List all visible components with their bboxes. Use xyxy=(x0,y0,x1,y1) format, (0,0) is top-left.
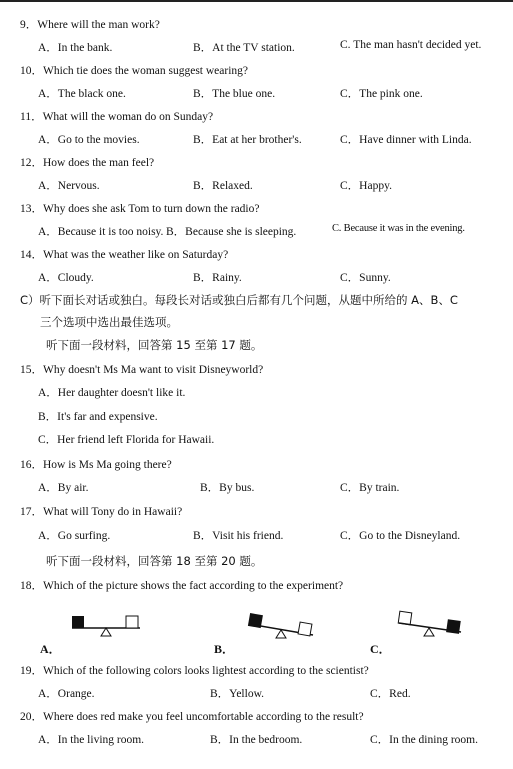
question-18-stem: 18．Which of the picture shows the fact according to the experiment? xyxy=(20,580,344,592)
question-9-stem: 9．Where will the man work? xyxy=(20,19,160,31)
question-16-option-c: C．By train. xyxy=(340,482,400,494)
question-18-option-b: B． xyxy=(214,642,235,656)
question-11-option-b: B．Eat at her brother's. xyxy=(193,134,302,146)
question-13-option-b: B．Because she is sleeping. xyxy=(166,226,297,238)
question-15-stem: 15．Why doesn't Ms Ma want to visit Disneyworld? xyxy=(20,364,264,376)
question-10-stem: 10．Which tie does the woman suggest wearing? xyxy=(20,65,249,77)
page-top-rule xyxy=(0,0,513,2)
passage-intro-15-17: 听下面一段材料，回答第 15 至第 17 题。 xyxy=(46,338,263,352)
question-10-option-c: C．The pink one. xyxy=(340,88,423,100)
question-17-stem: 17．What will Tony do in Hawaii? xyxy=(20,506,183,518)
question-9-option-a: A．In the bank. xyxy=(38,42,113,54)
balance-picture-a xyxy=(70,608,150,642)
question-19-option-a: A．Orange. xyxy=(38,688,95,700)
question-18-option-a: A． xyxy=(40,642,61,656)
question-15-option-b: B．It's far and expensive. xyxy=(38,411,158,423)
question-20-option-b: B．In the bedroom. xyxy=(210,734,303,746)
question-13-option-a: A．Because it is too noisy. xyxy=(38,226,164,238)
question-20-option-a: A．In the living room. xyxy=(38,734,145,746)
question-15-option-c: C．Her friend left Florida for Hawaii. xyxy=(38,434,215,446)
question-11-stem: 11．What will the woman do on Sunday? xyxy=(20,111,214,123)
question-9-option-b: B．At the TV station. xyxy=(193,42,295,54)
question-14-option-a: A．Cloudy. xyxy=(38,272,94,284)
balance-picture-c xyxy=(395,608,475,642)
question-10-option-a: A．The black one. xyxy=(38,88,126,100)
question-17-option-a: A．Go surfing. xyxy=(38,530,111,542)
question-18-option-c: C． xyxy=(370,642,391,656)
question-9-option-c: C. The man hasn't decided yet. xyxy=(340,39,482,51)
question-12-option-a: A．Nervous. xyxy=(38,180,100,192)
question-14-stem: 14．What was the weather like on Saturday? xyxy=(20,249,229,261)
question-16-stem: 16．How is Ms Ma going there? xyxy=(20,459,172,471)
question-19-option-b: B．Yellow. xyxy=(210,688,265,700)
question-13-stem: 13．Why does she ask Tom to turn down the radio? xyxy=(20,203,260,215)
question-16-option-b: B．By bus. xyxy=(200,482,255,494)
question-11-option-c: C．Have dinner with Linda. xyxy=(340,134,472,146)
question-17-option-c: C．Go to the Disneyland. xyxy=(340,530,461,542)
question-12-option-b: B．Relaxed. xyxy=(193,180,253,192)
question-19-option-c: C．Red. xyxy=(370,688,411,700)
question-20-option-c: C．In the dining room. xyxy=(370,734,478,746)
question-10-option-b: B．The blue one. xyxy=(193,88,276,100)
question-19-stem: 19．Which of the following colors looks lightest according to the scientist? xyxy=(20,665,369,677)
question-20-stem: 20．Where does red make you feel uncomfortable according to the result? xyxy=(20,711,364,723)
question-16-option-a: A．By air. xyxy=(38,482,89,494)
question-14-option-c: C．Sunny. xyxy=(340,272,391,284)
question-15-option-a: A．Her daughter doesn't like it. xyxy=(38,387,186,399)
section-c-instruction-line1: C）听下面长对话或独白。每段长对话或独白后都有几个问题，从题中所给的 A、B、C xyxy=(20,293,458,307)
question-13-option-c: C. Because it was in the evening. xyxy=(332,223,465,234)
passage-intro-18-20: 听下面一段材料，回答第 18 至第 20 题。 xyxy=(46,554,263,568)
question-14-option-b: B．Rainy. xyxy=(193,272,242,284)
question-11-option-a: A．Go to the movies. xyxy=(38,134,140,146)
question-17-option-b: B．Visit his friend. xyxy=(193,530,284,542)
section-c-instruction-line2: 三个选项中选出最佳选项。 xyxy=(40,315,178,329)
question-12-option-c: C．Happy. xyxy=(340,180,392,192)
balance-picture-b xyxy=(245,608,325,642)
question-12-stem: 12．How does the man feel? xyxy=(20,157,155,169)
